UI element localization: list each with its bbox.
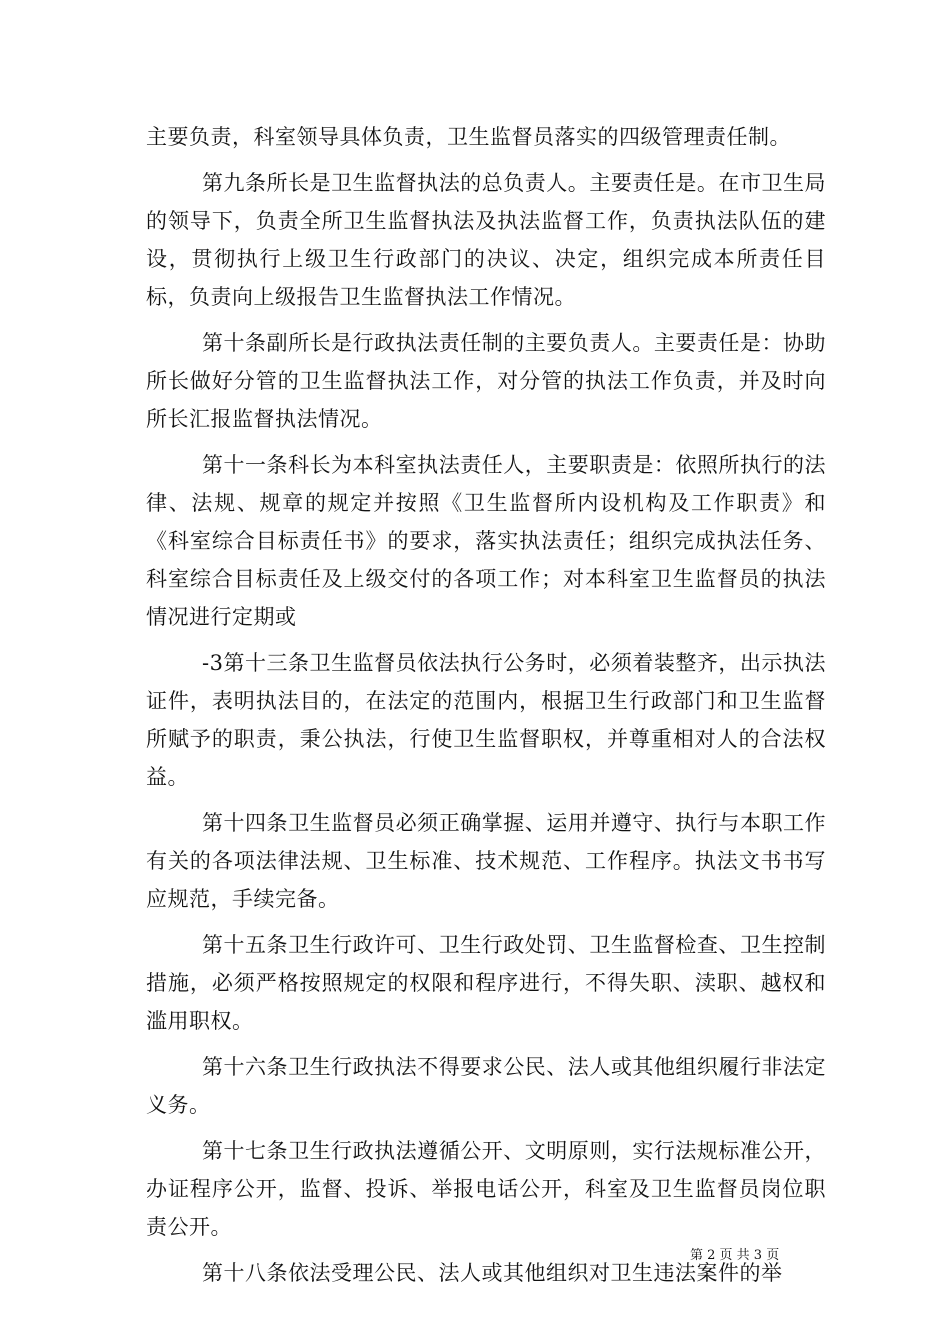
paragraph-article-13: -3第十三条卫生监督员依法执行公务时，必须着装整齐，出示执法证件，表明执法目的，在法定的范围内，根据卫生行政部门和卫生监督所赋予的职责，秉公执法，行使卫生监督职权，并尊重相对人的合法权益。 bbox=[146, 651, 826, 789]
paragraph-article-9: 第九条所长是卫生监督执法的总负责人。主要责任是。在市卫生局的领导下，负责全所卫生监督执法及执法监督工作，负责执法队伍的建设，贯彻执行上级卫生行政部门的决议、决定，组织完成本所责任目标，负责向上级报告卫生监督执法工作情况。 bbox=[146, 171, 826, 309]
paragraph-article-16: 第十六条卫生行政执法不得要求公民、法人或其他组织履行非法定义务。 bbox=[146, 1055, 826, 1117]
paragraph-article-15: 第十五条卫生行政许可、卫生行政处罚、卫生监督检查、卫生控制措施，必须严格按照规定的权限和程序进行，不得失职、渎职、越权和滥用职权。 bbox=[146, 933, 826, 1033]
paragraph-article-18: 第十八条依法受理公民、法人或其他组织对卫生违法案件的举 bbox=[202, 1261, 783, 1285]
paragraph-article-14: 第十四条卫生监督员必须正确掌握、运用并遵守、执行与本职工作有关的各项法律法规、卫生标准、技术规范、工作程序。执法文书书写应规范，手续完备。 bbox=[146, 811, 826, 911]
body-text bbox=[146, 118, 826, 1300]
paragraph-article-17: 第十七条卫生行政执法遵循公开、文明原则，实行法规标准公开，办证程序公开，监督、投诉、举报电话公开，科室及卫生监督员岗位职责公开。 bbox=[146, 1139, 826, 1239]
page-number: 第 2 页 共 3 页 bbox=[690, 1248, 780, 1263]
paragraph-continuation: 主要负责，科室领导具体负责，卫生监督员落实的四级管理责任制。 bbox=[146, 125, 791, 149]
paragraph-article-11: 第十一条科长为本科室执法责任人，主要职责是：依照所执行的法律、法规、规章的规定并按照《卫生监督所内设机构及工作职责》和《科室综合目标责任书》的要求，落实执法责任；组织完成执法任务、科室综合目标责任及上级交付的各项工作；对本科室卫生监督员的执法情况进行定期或 bbox=[146, 453, 826, 629]
paragraph-article-10: 第十条副所长是行政执法责任制的主要负责人。主要责任是：协助所长做好分管的卫生监督执法工作，对分管的执法工作负责，并及时向所长汇报监督执法情况。 bbox=[146, 331, 826, 431]
